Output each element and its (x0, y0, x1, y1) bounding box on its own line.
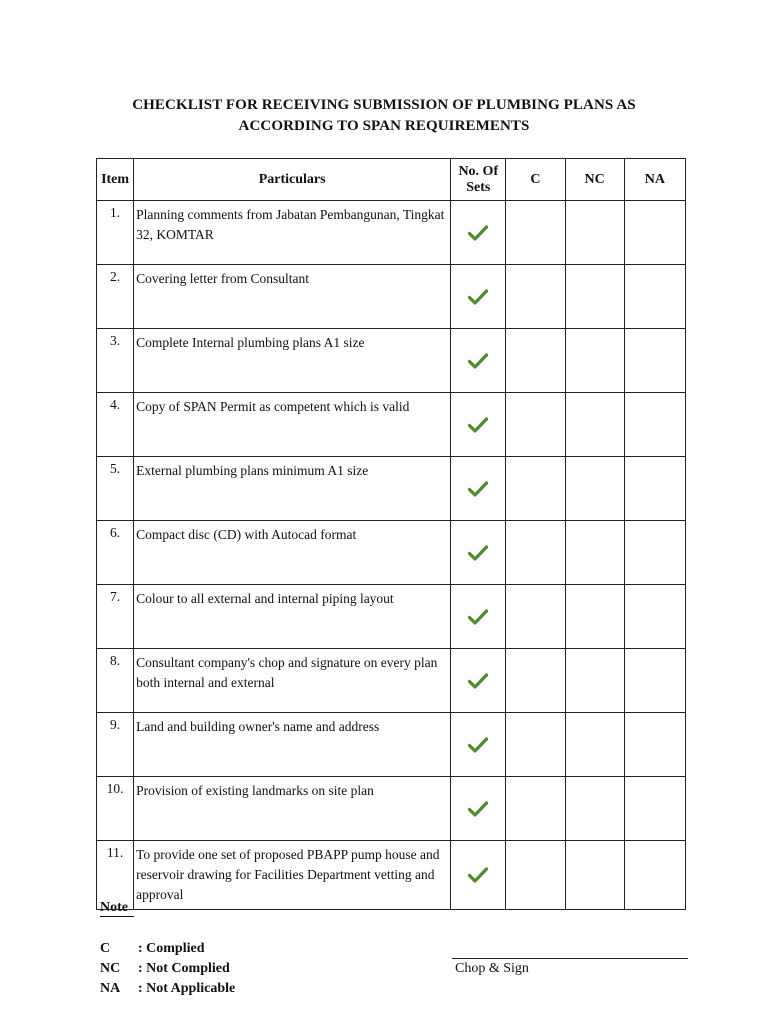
item-number: 11. (97, 841, 134, 910)
header-sets: No. Of Sets (451, 159, 506, 201)
sets-cell (451, 649, 506, 713)
table-row (97, 201, 686, 265)
item-number: 5. (97, 457, 134, 521)
header-particulars: Particulars (134, 159, 451, 201)
na-cell (624, 201, 685, 265)
sets-cell (451, 521, 506, 585)
na-cell (624, 329, 685, 393)
legend-code: C (100, 941, 111, 956)
particulars-cell: Compact disc (CD) with Autocad format (134, 521, 451, 585)
header-row (97, 159, 686, 201)
nc-cell (565, 521, 624, 585)
nc-cell (565, 457, 624, 521)
na-cell (624, 393, 685, 457)
na-cell (624, 777, 685, 841)
checkmark-icon (468, 544, 488, 559)
c-cell (506, 329, 565, 393)
na-cell (624, 841, 685, 910)
c-cell (506, 841, 565, 910)
na-cell (624, 265, 685, 329)
item-number: 10. (97, 777, 134, 841)
sets-cell (451, 457, 506, 521)
checkmark-icon (468, 416, 488, 431)
particulars-cell: Consultant company's chop and signature on every plan both internal and external (134, 649, 451, 713)
sets-cell (451, 713, 506, 777)
particulars-cell: Copy of SPAN Permit as competent which is valid (134, 393, 451, 457)
legend-meaning: : Not Applicable (138, 981, 236, 996)
c-cell (506, 457, 565, 521)
legend-meaning: : Not Complied (138, 961, 230, 976)
particulars-cell: Provision of existing landmarks on site plan (134, 777, 451, 841)
checklist-body (97, 201, 686, 910)
c-cell (506, 201, 565, 265)
header-c: C (506, 159, 565, 201)
signature-label: Chop & Sign (455, 961, 529, 976)
checkmark-icon (468, 480, 488, 495)
na-cell (624, 521, 685, 585)
signature-block (452, 958, 688, 977)
header-item: Item (97, 159, 134, 201)
table-row (97, 393, 686, 457)
na-cell (624, 713, 685, 777)
sets-cell (451, 265, 506, 329)
nc-cell (565, 329, 624, 393)
particulars-cell: Covering letter from Consultant (134, 265, 451, 329)
nc-cell (565, 585, 624, 649)
document-title (0, 95, 768, 137)
checkmark-icon (468, 288, 488, 303)
c-cell (506, 393, 565, 457)
checklist-table (96, 158, 686, 910)
legend-list (100, 939, 235, 999)
na-cell (624, 457, 685, 521)
item-number: 4. (97, 393, 134, 457)
sets-cell (451, 201, 506, 265)
c-cell (506, 649, 565, 713)
c-cell (506, 521, 565, 585)
nc-cell (565, 841, 624, 910)
particulars-cell: External plumbing plans minimum A1 size (134, 457, 451, 521)
na-cell (624, 585, 685, 649)
table-row (97, 265, 686, 329)
nc-cell (565, 201, 624, 265)
nc-cell (565, 649, 624, 713)
nc-cell (565, 777, 624, 841)
item-number: 2. (97, 265, 134, 329)
sets-cell (451, 841, 506, 910)
legend-code: NA (100, 981, 121, 996)
item-number: 9. (97, 713, 134, 777)
title-line-2: ACCORDING TO SPAN REQUIREMENTS (238, 118, 530, 134)
particulars-cell: Colour to all external and internal piping layout (134, 585, 451, 649)
checkmark-icon (468, 224, 488, 239)
legend-code: NC (100, 961, 121, 976)
legend-row (100, 979, 235, 999)
title-line-1: CHECKLIST FOR RECEIVING SUBMISSION OF PLUMBING PLANS AS (132, 97, 636, 113)
particulars-cell: Land and building owner's name and address (134, 713, 451, 777)
item-number: 6. (97, 521, 134, 585)
c-cell (506, 713, 565, 777)
checkmark-icon (468, 736, 488, 751)
particulars-cell: Planning comments from Jabatan Pembangunan, Tingkat 32, KOMTAR (134, 201, 451, 265)
checkmark-icon (468, 608, 488, 623)
sets-cell (451, 329, 506, 393)
note-heading: Note (100, 900, 134, 917)
checkmark-icon (468, 352, 488, 367)
checkmark-icon (468, 867, 488, 882)
note-section (100, 900, 235, 999)
item-number: 3. (97, 329, 134, 393)
c-cell (506, 265, 565, 329)
item-number: 8. (97, 649, 134, 713)
c-cell (506, 585, 565, 649)
particulars-cell: To provide one set of proposed PBAPP pump house and reservoir drawing for Facilities Department vetting and approval (134, 841, 451, 910)
sets-cell (451, 393, 506, 457)
sets-cell (451, 585, 506, 649)
table-row (97, 521, 686, 585)
table-row (97, 713, 686, 777)
table-row (97, 585, 686, 649)
table-row (97, 777, 686, 841)
nc-cell (565, 393, 624, 457)
table-row (97, 329, 686, 393)
item-number: 1. (97, 201, 134, 265)
item-number: 7. (97, 585, 134, 649)
checkmark-icon (468, 672, 488, 687)
checkmark-icon (468, 800, 488, 815)
legend-row (100, 939, 235, 959)
table-row (97, 649, 686, 713)
nc-cell (565, 713, 624, 777)
table-row (97, 457, 686, 521)
nc-cell (565, 265, 624, 329)
na-cell (624, 649, 685, 713)
legend-meaning: : Complied (138, 941, 205, 956)
header-na: NA (624, 159, 685, 201)
particulars-cell: Complete Internal plumbing plans A1 size (134, 329, 451, 393)
legend-row (100, 959, 235, 979)
sets-cell (451, 777, 506, 841)
header-nc: NC (565, 159, 624, 201)
c-cell (506, 777, 565, 841)
